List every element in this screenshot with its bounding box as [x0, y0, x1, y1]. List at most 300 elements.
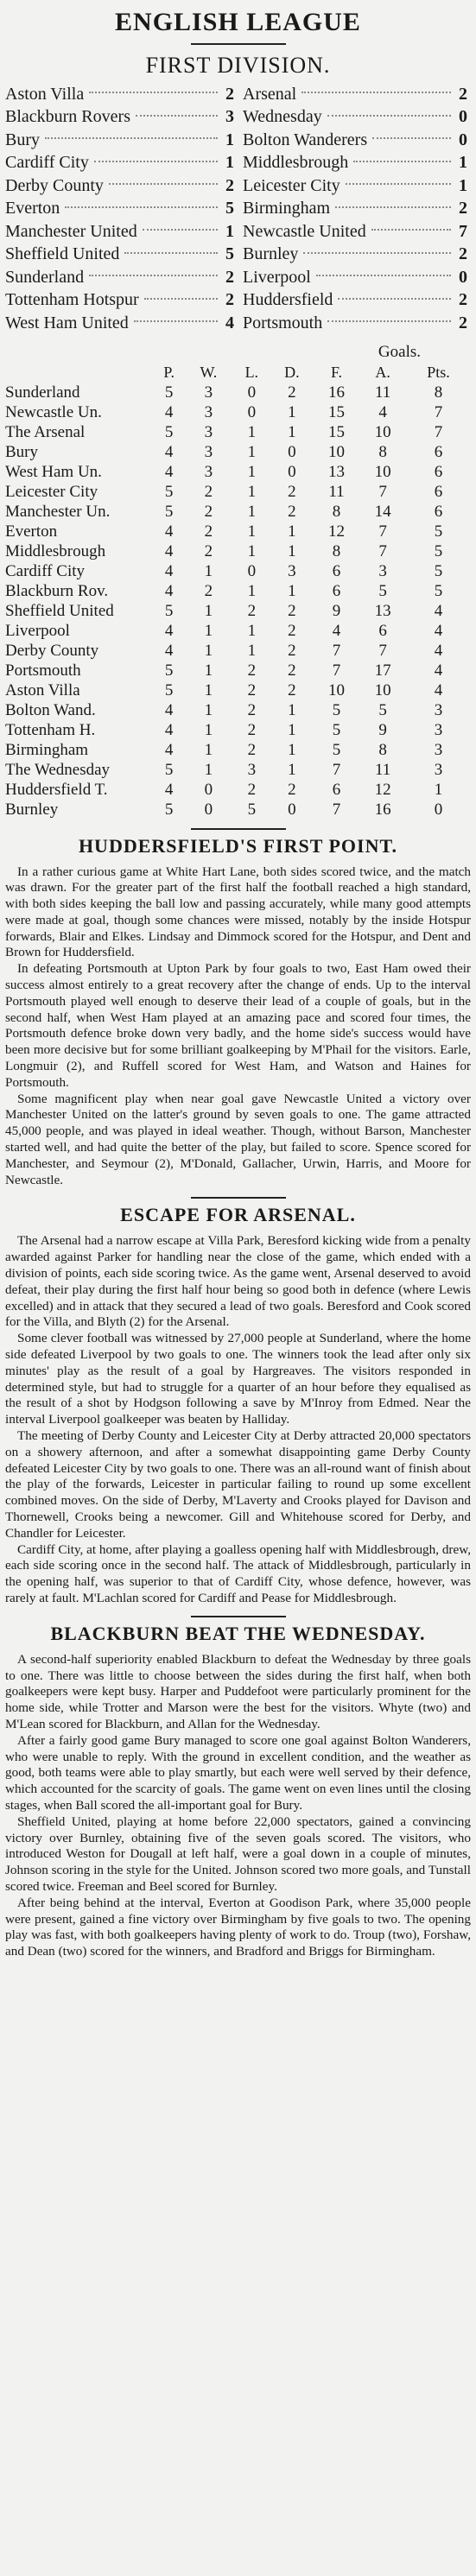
home-score: 1 — [225, 130, 234, 149]
stat-cell: 2 — [288, 482, 296, 501]
table-row — [5, 601, 471, 621]
stat-cell: 1 — [247, 621, 257, 640]
stat-cell: 5 — [332, 720, 341, 739]
dot-leader — [335, 206, 451, 208]
stat-cell: 8 — [332, 541, 341, 560]
stat-cell: 2 — [247, 700, 257, 719]
section-rule — [191, 828, 286, 830]
stat-cell: 1 — [288, 760, 296, 779]
dot-leader — [301, 91, 451, 93]
team-name: Sunderland — [5, 383, 80, 402]
stat-cell: 4 — [164, 740, 174, 759]
table-row — [5, 561, 471, 581]
stat-cell: 3 — [204, 383, 213, 402]
team-name: The Wednesday — [5, 760, 111, 779]
dot-spacer — [143, 601, 154, 621]
stat-cell: 4 — [434, 661, 443, 680]
stat-cell: 7 — [378, 541, 387, 560]
stat-cell: 1 — [288, 720, 296, 739]
table-row — [5, 482, 471, 502]
division-heading: FIRST DIVISION. — [145, 53, 331, 78]
stat-cell: 5 — [434, 522, 443, 541]
dot-spacer — [143, 402, 154, 422]
report-paragraph: Some magnificent play when near goal gave Newcastle United a victory over Manchester United on the latter's ground by seven goals to one. The game attracted 45,000 people, and was played in ideal weather. Though, without Barson, Manchester started well, and had quite the better of the play, but failed to score. Spence scored for Manchester, and Seymour (2), M'Donald, Gallacher, Urwin, Harris, and Moore for Newcastle. — [5, 1091, 471, 1187]
table-row — [5, 700, 471, 720]
column-header: D. — [284, 363, 300, 381]
away-result — [238, 290, 471, 310]
stat-cell: 3 — [204, 462, 213, 481]
dot-leader — [338, 297, 451, 300]
home-result — [5, 222, 238, 242]
away-team: Middlesbrough — [243, 153, 351, 173]
stat-cell: 11 — [375, 760, 391, 779]
stat-cell: 12 — [374, 780, 391, 799]
dot-leader — [372, 136, 451, 139]
stat-cell: 8 — [434, 383, 443, 402]
dot-spacer — [143, 740, 154, 760]
stat-cell: 15 — [327, 402, 345, 421]
dot-spacer — [143, 780, 154, 800]
stat-cell: 12 — [327, 522, 345, 541]
team-name: Leicester City — [5, 482, 98, 501]
team-name: Portsmouth — [5, 661, 81, 680]
away-result — [238, 199, 471, 218]
result-row — [5, 312, 471, 335]
dot-spacer — [143, 680, 154, 700]
result-row — [5, 129, 471, 152]
stat-cell: 2 — [204, 541, 213, 560]
stat-cell: 6 — [434, 482, 443, 501]
dot-spacer — [143, 621, 154, 641]
stat-cell: 5 — [164, 680, 174, 699]
stat-cell: 4 — [164, 581, 174, 600]
table-row — [5, 800, 471, 820]
stat-cell: 4 — [164, 641, 174, 660]
away-score: 1 — [459, 153, 467, 173]
team-name: Sheffield United — [5, 601, 114, 620]
dot-leader — [65, 206, 218, 208]
stat-cell: 5 — [164, 800, 174, 819]
stat-cell: 4 — [164, 541, 174, 560]
home-team: Bury — [5, 130, 42, 150]
away-team: Wednesday — [243, 107, 325, 127]
stat-cell: 2 — [288, 621, 296, 640]
stat-cell: 4 — [332, 621, 341, 640]
home-score: 1 — [225, 153, 234, 173]
results-list — [5, 83, 471, 335]
stat-cell: 13 — [374, 601, 391, 620]
table-row — [5, 680, 471, 700]
stat-cell: 5 — [434, 581, 443, 600]
dot-leader — [134, 320, 218, 322]
stat-cell: 1 — [247, 641, 257, 660]
table-row — [5, 661, 471, 680]
column-header: W. — [200, 363, 218, 381]
home-score: 2 — [225, 175, 234, 195]
result-row — [5, 106, 471, 130]
away-score: 0 — [459, 107, 467, 127]
table-row — [5, 422, 471, 442]
dot-spacer — [143, 800, 154, 820]
stat-cell: 3 — [434, 720, 443, 739]
stat-cell: 2 — [204, 502, 213, 521]
stat-cell: 4 — [164, 700, 174, 719]
home-team: West Ham United — [5, 313, 131, 333]
dot-spacer — [143, 760, 154, 780]
team-name: Middlesbrough — [5, 541, 106, 560]
away-score: 2 — [459, 290, 467, 310]
table-row — [5, 621, 471, 641]
stat-cell: 6 — [332, 780, 341, 799]
stat-cell: 3 — [434, 740, 443, 759]
stat-cell: 1 — [204, 700, 213, 719]
dot-leader — [136, 114, 218, 117]
stat-cell: 10 — [374, 680, 391, 699]
stat-cell: 4 — [434, 641, 443, 660]
stat-cell: 4 — [434, 680, 443, 699]
stat-cell: 2 — [288, 502, 296, 521]
away-score: 7 — [459, 221, 467, 241]
stat-cell: 1 — [204, 680, 213, 699]
dot-leader — [89, 91, 218, 93]
home-team: Aston Villa — [5, 85, 86, 104]
stat-cell: 7 — [378, 522, 387, 541]
stat-cell: 1 — [204, 621, 213, 640]
stat-cell: 5 — [164, 422, 174, 441]
away-team: Huddersfield — [243, 290, 335, 310]
stat-cell: 2 — [288, 661, 296, 680]
team-name: Blackburn Rov. — [5, 581, 109, 600]
table-row — [5, 442, 471, 462]
stat-cell: 10 — [374, 422, 391, 441]
stat-cell: 1 — [247, 422, 257, 441]
team-name: Everton — [5, 522, 58, 541]
stat-cell: 1 — [204, 661, 213, 680]
stat-cell: 14 — [374, 502, 391, 521]
stat-cell: 1 — [247, 581, 257, 600]
dot-spacer — [143, 541, 154, 561]
report-paragraph: After being behind at the interval, Everton at Goodison Park, where 35,000 people were present, gained a fine victory over Birmingham by five goals to two. The opening play was fast, with both goalkeepers having plenty of work to do. Troup (two), Forshaw, and Dean (two) scored for the winners, and Bradford and Briggs for Birmingham. — [5, 1895, 471, 1959]
stat-cell: 9 — [378, 720, 387, 739]
dot-spacer — [143, 363, 154, 383]
stat-cell: 4 — [164, 442, 174, 461]
home-result — [5, 199, 238, 218]
dot-leader — [94, 160, 218, 162]
stat-cell: 1 — [288, 700, 296, 719]
home-result — [5, 268, 238, 288]
team-name: West Ham Un. — [5, 462, 102, 481]
stat-cell: 7 — [378, 641, 387, 660]
column-header: P. — [163, 363, 175, 381]
stat-cell: 1 — [288, 522, 296, 541]
dot-leader — [303, 251, 451, 254]
home-score: 1 — [225, 221, 234, 241]
table-row — [5, 402, 471, 422]
away-team: Newcastle United — [243, 222, 369, 242]
dot-spacer — [143, 661, 154, 680]
table-row — [5, 502, 471, 522]
home-result — [5, 130, 238, 150]
stat-cell: 13 — [327, 462, 345, 481]
stat-cell: 10 — [327, 442, 345, 461]
stat-cell: 0 — [204, 800, 213, 819]
away-team: Liverpool — [243, 268, 314, 288]
stat-cell: 8 — [378, 740, 387, 759]
stat-cell: 2 — [288, 383, 296, 402]
away-score: 2 — [459, 199, 467, 218]
table-row — [5, 740, 471, 760]
stat-cell: 3 — [434, 700, 443, 719]
section-title: HUDDERSFIELD'S FIRST POINT. — [78, 834, 398, 857]
stat-cell: 8 — [332, 502, 341, 521]
report-paragraph: The Arsenal had a narrow escape at Villa Park, Beresford kicking wide from a penalty awarded against Parker for handling near the close of the game, which ended with a division of points, each side scoring twice. As the game went, Arsenal deserved to avoid defeat, their play during the first half hour being so good both in defence (where Lewis excelled) and in attack that they secured a lead of two goals. Beresford and Cook scored for the Villa, and Blyth (2) for the Arsenal. — [5, 1233, 471, 1330]
home-score: 4 — [225, 313, 234, 332]
stat-cell: 5 — [164, 760, 174, 779]
dot-spacer — [143, 383, 154, 402]
dot-spacer — [143, 502, 154, 522]
team-name: Liverpool — [5, 621, 70, 640]
home-result — [5, 313, 238, 333]
stat-cell: 8 — [378, 442, 387, 461]
home-team: Manchester United — [5, 222, 140, 242]
section-rule — [191, 1616, 286, 1617]
home-score: 5 — [225, 199, 234, 218]
table-row — [5, 720, 471, 740]
dot-spacer — [143, 422, 154, 442]
home-result — [5, 290, 238, 310]
away-score: 2 — [459, 84, 467, 104]
stat-cell: 1 — [288, 541, 296, 560]
section-title: ESCAPE FOR ARSENAL. — [120, 1204, 356, 1226]
home-team: Derby County — [5, 176, 106, 196]
result-row — [5, 174, 471, 198]
team-name: Newcastle Un. — [5, 402, 102, 421]
stat-cell: 7 — [434, 402, 443, 421]
report-paragraph: A second-half superiority enabled Blackburn to defeat the Wednesday by three goals to one. There was little to choose between the sides during the first half, when both goalkeepers were kept busy. Harper and Puddefoot were particularly prominent for the home side, while Trotter and Marson were the best for the visitors. Whyte (two) and M'Lean scored for Blackburn, and Allan for the Wednesday. — [5, 1651, 471, 1731]
away-result — [238, 313, 471, 333]
stat-cell: 2 — [288, 641, 296, 660]
stat-cell: 5 — [164, 482, 174, 501]
table-row — [5, 462, 471, 482]
stat-cell: 1 — [288, 402, 296, 421]
dot-leader — [346, 182, 451, 185]
home-score: 5 — [225, 244, 234, 264]
stat-cell: 1 — [288, 422, 296, 441]
report-paragraph: After a fairly good game Bury managed to score one goal against Bolton Wanderers, who were unable to reply. With the ground in excellent condition, and the weather as good, both teams were able to play smartly, but each were well served by their defence, which accounted for the scarcity of goals. The game went on even lines until the closing stages, when Ball scored the all-important goal for Bury. — [5, 1732, 471, 1813]
stat-cell: 0 — [288, 442, 296, 461]
away-team: Arsenal — [243, 85, 299, 104]
column-header: Pts. — [427, 363, 450, 381]
dot-leader — [327, 114, 451, 117]
stat-cell: 11 — [375, 383, 391, 402]
stat-cell: 2 — [288, 780, 296, 799]
home-score: 2 — [225, 290, 234, 310]
home-score: 2 — [225, 84, 234, 104]
team-name: Huddersfield T. — [5, 780, 108, 799]
team-name: Birmingham — [5, 740, 89, 759]
away-score: 0 — [459, 130, 467, 149]
stat-cell: 0 — [204, 780, 213, 799]
home-result — [5, 176, 238, 196]
stat-cell: 6 — [434, 502, 443, 521]
column-header: F. — [330, 363, 343, 381]
stat-cell: 2 — [288, 680, 296, 699]
stat-cell: 6 — [332, 581, 341, 600]
team-name: Manchester Un. — [5, 502, 111, 521]
table-row — [5, 522, 471, 541]
stat-cell: 5 — [332, 740, 341, 759]
table-row — [5, 641, 471, 661]
stat-cell: 2 — [247, 661, 257, 680]
away-result — [238, 222, 471, 242]
stat-cell: 0 — [288, 800, 296, 819]
stat-cell: 10 — [374, 462, 391, 481]
stat-cell: 1 — [288, 740, 296, 759]
heading-rule — [191, 43, 286, 45]
away-result — [238, 153, 471, 173]
away-result — [238, 85, 471, 104]
dot-spacer — [143, 561, 154, 581]
match-reports — [5, 828, 471, 1960]
report-paragraph: In defeating Portsmouth at Upton Park by four goals to two, East Ham owed their success almost entirely to a great recovery after the change of ends. Up to the interval Portsmouth played well enough to deserve their lead of a couple of goals, but in the second half, when West Ham played at an amazing pace and scored four times, the Portsmouth defence broke down very badly, and the home side's success would have been more decisive but for some brilliant goalkeeping by M'Phail for the visitors. Earle, Longmuir (2), and Ruffell scored for West Ham, and Watson and Haines for Portsmouth. — [5, 961, 471, 1090]
away-result — [238, 130, 471, 150]
dot-spacer — [143, 581, 154, 601]
standings-header-row — [5, 363, 471, 383]
home-team: Sunderland — [5, 268, 86, 288]
stat-cell: 7 — [378, 482, 387, 501]
report-paragraph: Sheffield United, playing at home before 22,000 spectators, gained a convincing victory over Burnley, obtaining five of the seven goals scored. The visitors, who introduced Weston for Dougall at left half, were a goal down in a couple of minutes, Johnson scoring in the style for the United. Johnson scored two more goals, and Tunstall scored twice. Freeman and Beel scored for Burnley. — [5, 1813, 471, 1894]
stat-cell: 5 — [164, 661, 174, 680]
stat-cell: 2 — [247, 740, 257, 759]
result-row — [5, 244, 471, 267]
stat-cell: 1 — [288, 581, 296, 600]
stat-cell: 1 — [247, 502, 257, 521]
stat-cell: 4 — [164, 522, 174, 541]
stat-cell: 1 — [204, 641, 213, 660]
stat-cell: 1 — [204, 561, 213, 580]
stat-cell: 2 — [288, 601, 296, 620]
result-row — [5, 152, 471, 175]
stat-cell: 4 — [164, 462, 174, 481]
home-score: 3 — [225, 107, 234, 127]
result-row — [5, 198, 471, 221]
stat-cell: 4 — [434, 601, 443, 620]
dot-leader — [353, 160, 451, 162]
stat-cell: 6 — [434, 442, 443, 461]
away-team: Birmingham — [243, 199, 333, 218]
table-row — [5, 780, 471, 800]
section-title: BLACKBURN BEAT THE WEDNESDAY. — [50, 1622, 426, 1644]
stat-cell: 4 — [164, 561, 174, 580]
stat-cell: 10 — [327, 680, 345, 699]
home-team: Cardiff City — [5, 153, 92, 173]
team-name: Burnley — [5, 800, 59, 819]
stat-cell: 5 — [164, 601, 174, 620]
dot-leader — [124, 251, 218, 254]
team-name: Aston Villa — [5, 680, 80, 699]
stat-cell: 1 — [204, 720, 213, 739]
stat-cell: 7 — [434, 422, 443, 441]
stat-cell: 1 — [247, 482, 257, 501]
dot-spacer — [143, 442, 154, 462]
home-result — [5, 107, 238, 127]
report-paragraph: The meeting of Derby County and Leicester City at Derby attracted 20,000 spectators on a showery afternoon, and after a somewhat disappointing game Derby County defeated Leicester City by two goals to one. There was an all-round want of finish about the play of the forwards, Leicester in particular failing to round up some excellent combined moves. On the side of Derby, M'Laverty and Crooks played for Davison and Thornewell, Crooks being a newcomer. Gill and Whitehouse scored for Derby, and Chandler for Leicester. — [5, 1428, 471, 1541]
stat-cell: 6 — [332, 561, 341, 580]
report-paragraph: In a rather curious game at White Hart Lane, both sides scored twice, and the match was drawn. For the greater part of the first half the football reached a high standard, with both sides keeping the ball low and passing accurately, while many good attempts were made at goal, though some chances were missed, notably by the inside Hotspur forwards, Blair and Elkes. Lindsay and Dimmock scored for the Hotspur, and Dent and Brown for Huddersfield. — [5, 864, 471, 960]
stat-cell: 3 — [434, 760, 443, 779]
away-result — [238, 268, 471, 288]
stat-cell: 0 — [247, 561, 257, 580]
standings-body — [5, 383, 471, 820]
result-row — [5, 289, 471, 313]
stat-cell: 3 — [204, 442, 213, 461]
dot-spacer — [143, 720, 154, 740]
away-result — [238, 176, 471, 196]
dot-spacer — [143, 462, 154, 482]
team-name: Cardiff City — [5, 561, 86, 580]
stat-cell: 1 — [247, 442, 257, 461]
stat-cell: 1 — [434, 780, 443, 799]
away-result — [238, 244, 471, 264]
stat-cell: 16 — [327, 383, 345, 402]
away-score: 0 — [459, 267, 467, 287]
team-name: Tottenham H. — [5, 720, 96, 739]
stat-cell: 0 — [434, 800, 443, 819]
stat-cell: 17 — [374, 661, 391, 680]
stat-cell: 4 — [378, 402, 387, 421]
stat-cell: 6 — [434, 462, 443, 481]
stat-cell: 5 — [378, 700, 387, 719]
away-score: 2 — [459, 313, 467, 332]
stat-cell: 2 — [247, 780, 257, 799]
stat-cell: 4 — [164, 720, 174, 739]
dot-leader — [316, 274, 451, 276]
stat-cell: 7 — [332, 661, 341, 680]
table-row — [5, 581, 471, 601]
team-column-header — [5, 363, 143, 383]
stat-cell: 5 — [378, 581, 387, 600]
stat-cell: 5 — [164, 502, 174, 521]
stat-cell: 9 — [332, 601, 341, 620]
stat-cell: 0 — [288, 462, 296, 481]
stat-cell: 6 — [378, 621, 387, 640]
home-result — [5, 244, 238, 264]
stat-cell: 3 — [247, 760, 257, 779]
dot-spacer — [143, 700, 154, 720]
stat-cell: 1 — [247, 541, 257, 560]
stat-cell: 7 — [332, 760, 341, 779]
stat-cell: 1 — [247, 462, 257, 481]
dot-spacer — [143, 482, 154, 502]
team-name: Bolton Wand. — [5, 700, 96, 719]
away-team: Portsmouth — [243, 313, 325, 333]
home-result — [5, 153, 238, 173]
away-result — [238, 107, 471, 127]
stat-cell: 11 — [328, 482, 345, 501]
home-team: Tottenham Hotspur — [5, 290, 142, 310]
stat-cell: 5 — [434, 561, 443, 580]
stat-cell: 1 — [204, 740, 213, 759]
result-row — [5, 83, 471, 106]
stat-cell: 0 — [247, 383, 257, 402]
dot-leader — [371, 228, 451, 231]
dot-leader — [327, 320, 451, 322]
away-team: Leicester City — [243, 176, 343, 196]
away-team: Burnley — [243, 244, 301, 264]
stat-cell: 4 — [164, 402, 174, 421]
stat-cell: 5 — [332, 700, 341, 719]
stat-cell: 3 — [204, 422, 213, 441]
